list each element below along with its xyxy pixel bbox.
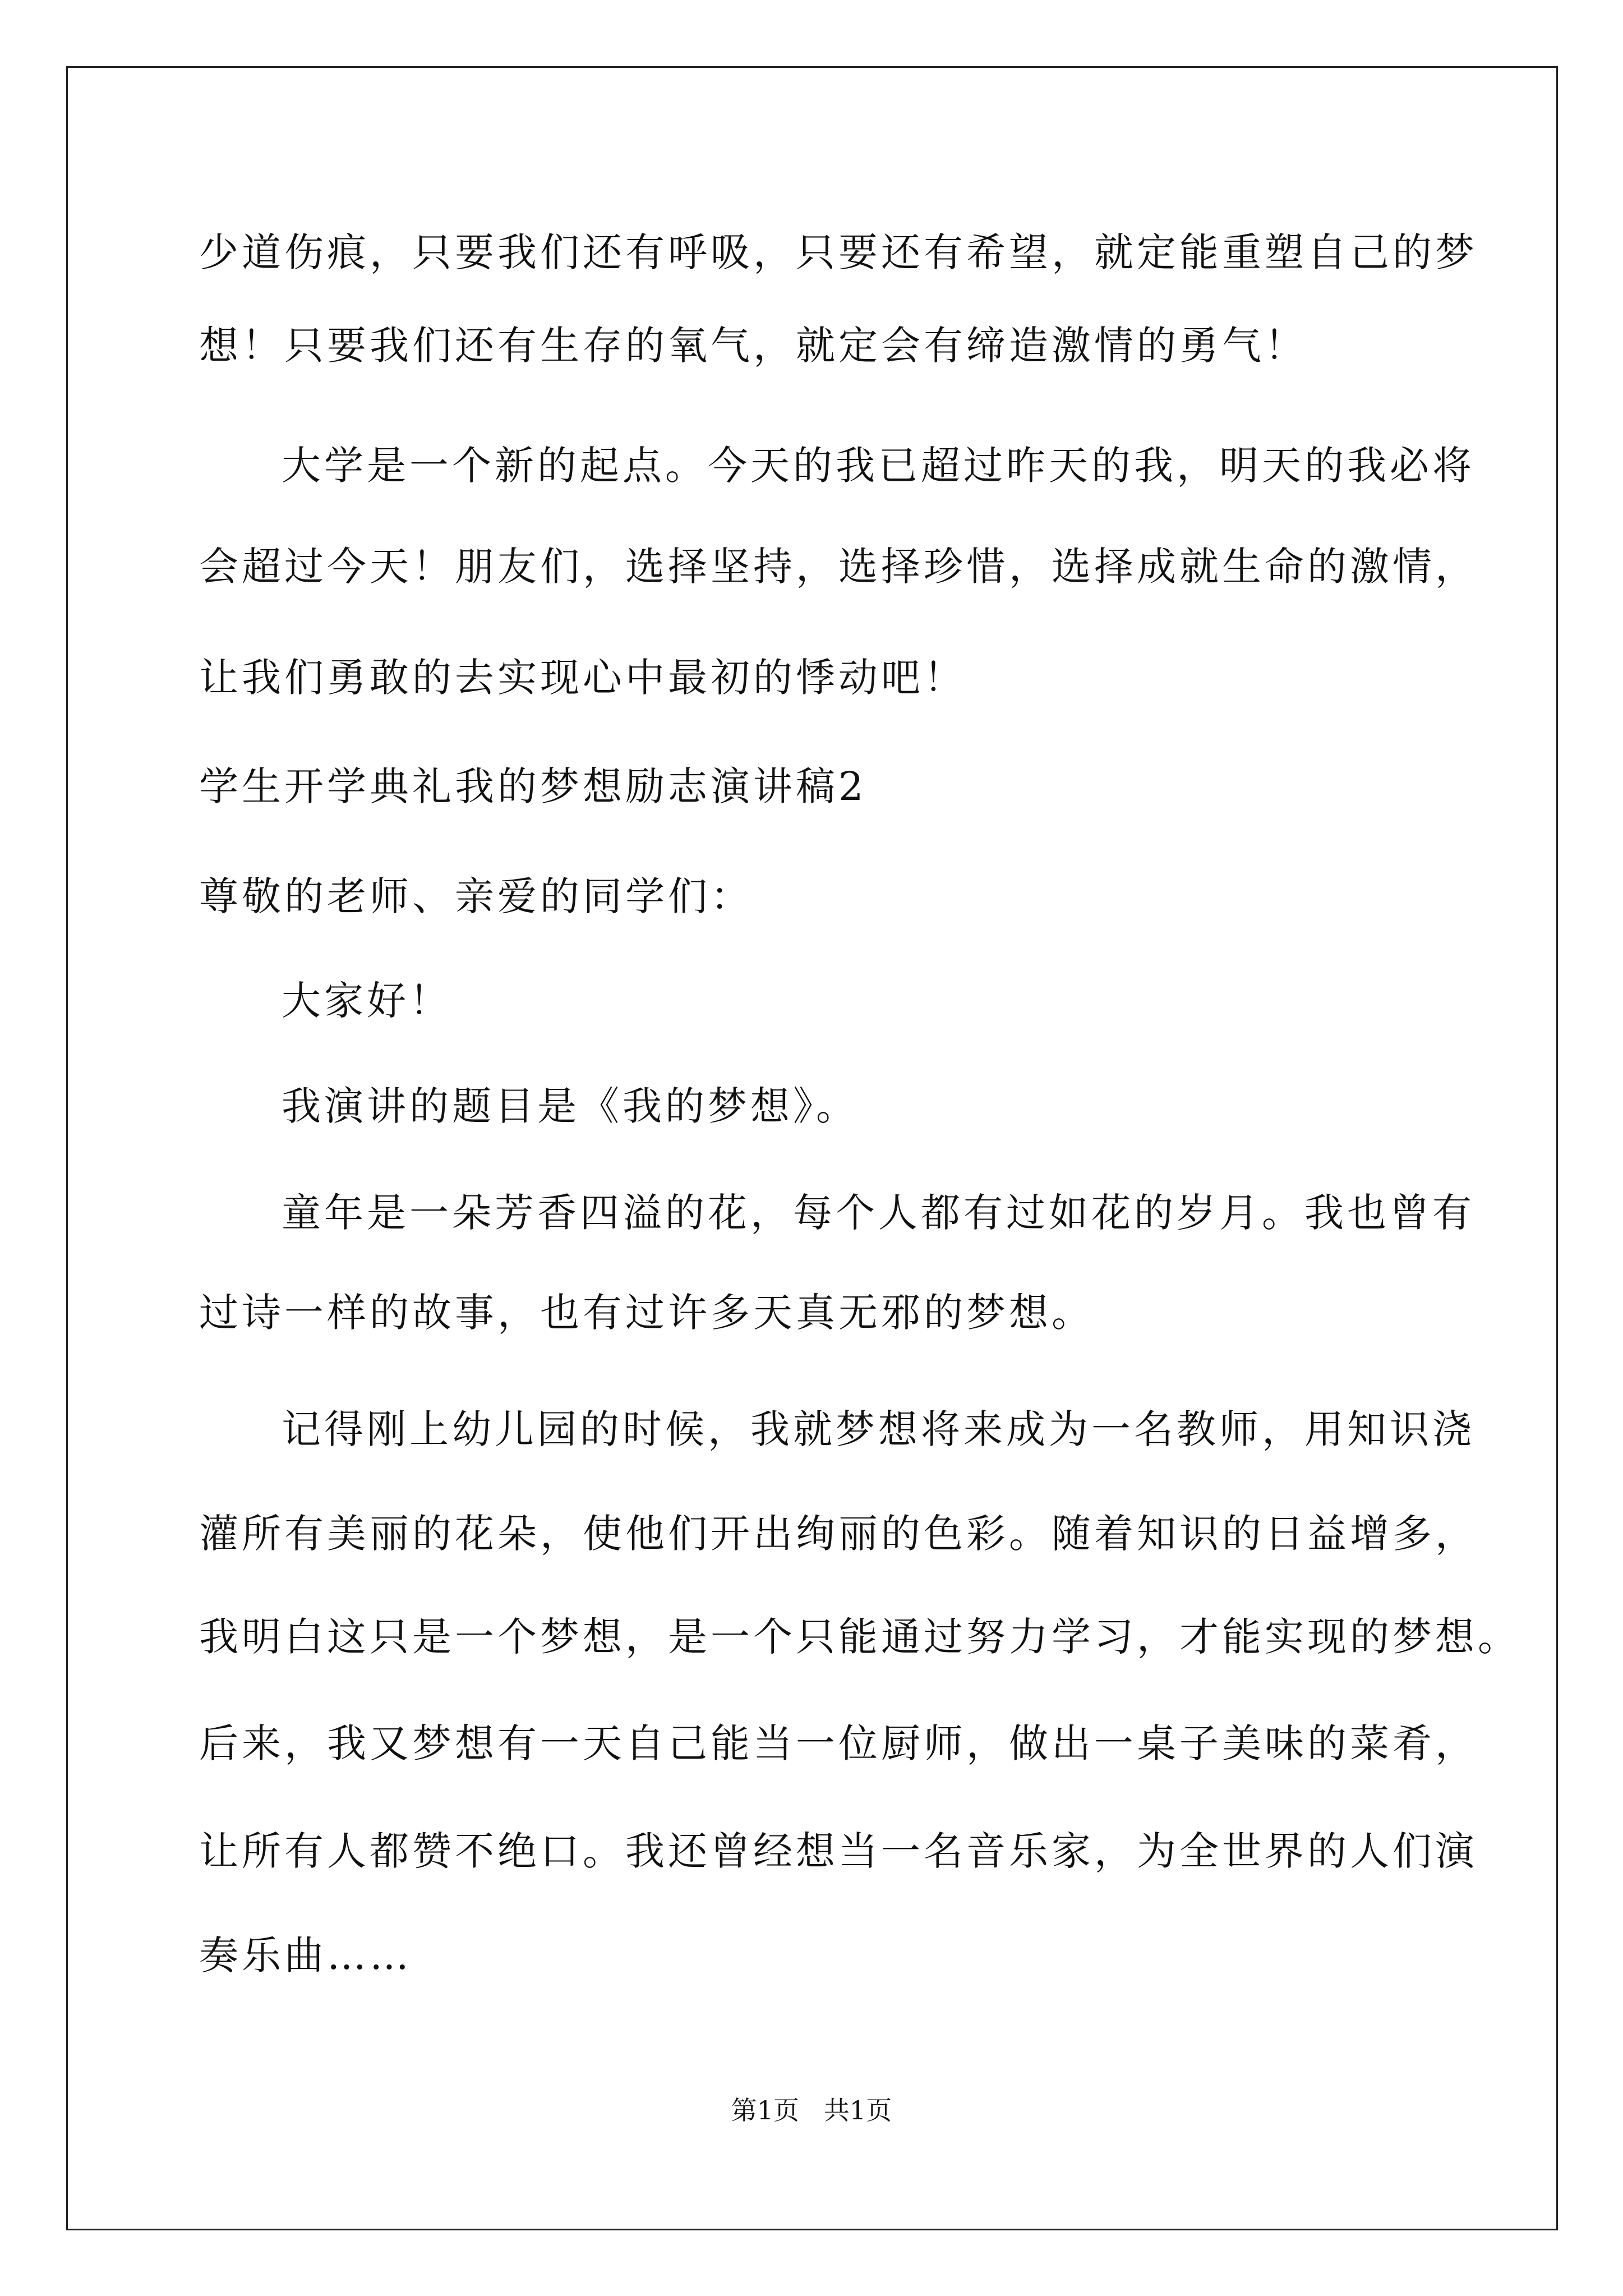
text-line: 灌所有美丽的花朵，使他们开出绚丽的色彩。随着知识的日益增多，	[199, 1511, 1478, 1557]
text-line: 让我们勇敢的去实现心中最初的悸动吧！	[199, 655, 966, 701]
paragraph-start: 童年是一朵芳香四溢的花，每个人都有过如花的岁月。我也曾有	[282, 1190, 1475, 1236]
section-heading: 学生开学典礼我的梦想励志演讲稿2	[199, 763, 867, 809]
text-line: 让所有人都赞不绝口。我还曾经想当一名音乐家，为全世界的人们演	[199, 1828, 1478, 1874]
paragraph-start: 记得刚上幼儿园的时候，我就梦想将来成为一名教师，用知识浇	[282, 1406, 1475, 1452]
text-line: 少道伤痕，只要我们还有呼吸，只要还有希望，就定能重塑自己的梦	[199, 229, 1478, 275]
page-border	[66, 66, 1558, 2230]
page-number-footer: 第1页 共1页	[731, 2095, 892, 2125]
text-line: 会超过今天！朋友们，选择坚持，选择珍惜，选择成就生命的激情，	[199, 544, 1478, 590]
text-line: 后来，我又梦想有一天自己能当一位厨师，做出一桌子美味的菜肴，	[199, 1720, 1478, 1766]
salutation: 尊敬的老师、亲爱的同学们：	[199, 873, 753, 919]
paragraph-start: 大学是一个新的起点。今天的我已超过昨天的我，明天的我必将	[282, 443, 1475, 489]
speech-topic: 我演讲的题目是《我的梦想》。	[282, 1083, 859, 1129]
text-line: 我明白这只是一个梦想，是一个只能通过努力学习，才能实现的梦想。	[199, 1614, 1520, 1660]
text-line: 过诗一样的故事，也有过许多天真无邪的梦想。	[199, 1290, 1094, 1336]
text-line: 想！只要我们还有生存的氧气，就定会有缔造激情的勇气！	[199, 323, 1307, 369]
text-line: 奏乐曲……	[199, 1932, 412, 1978]
greeting: 大家好！	[282, 978, 452, 1024]
